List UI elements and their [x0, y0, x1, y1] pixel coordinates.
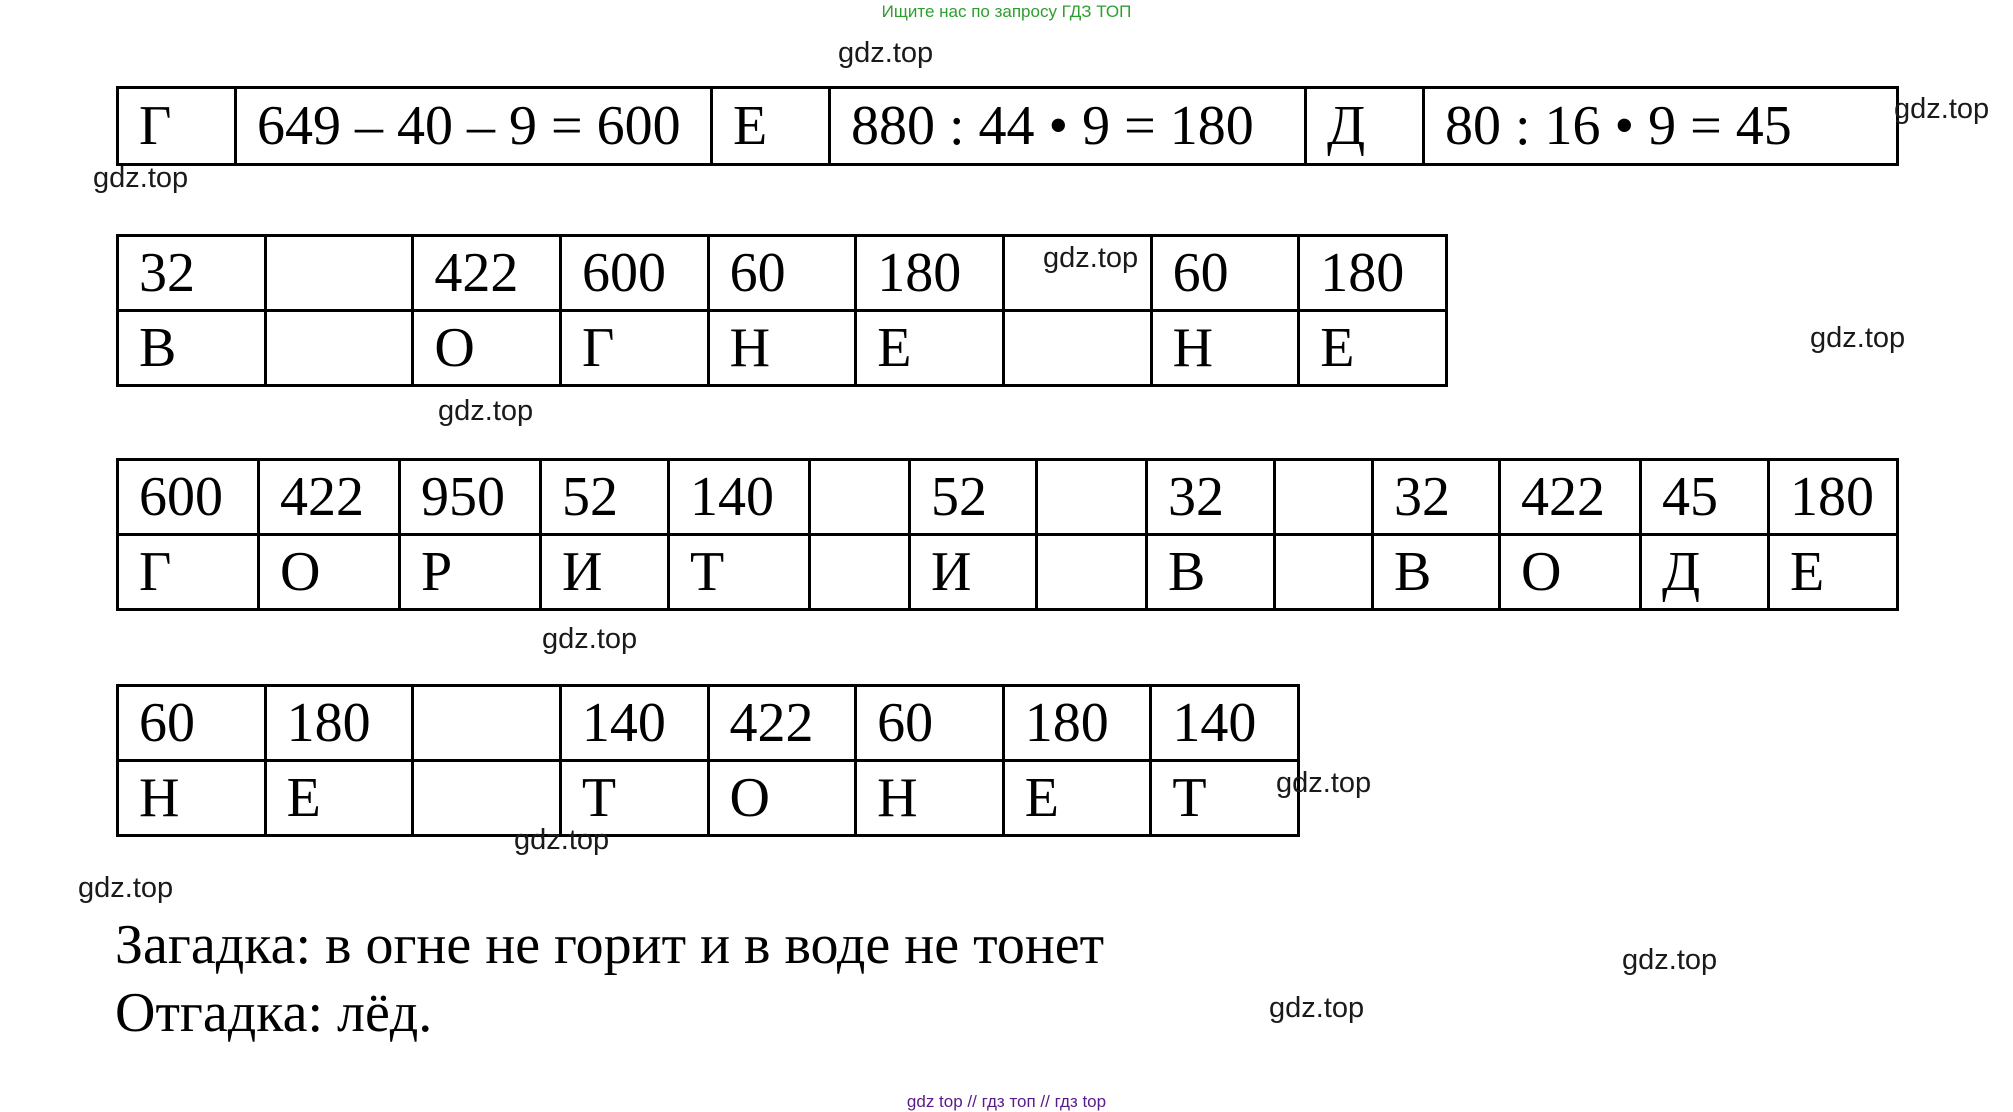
watermark: gdz.top	[1894, 93, 1990, 125]
number-cell: 180	[1769, 460, 1898, 535]
equation-letter: Д	[1306, 88, 1424, 165]
letter-cell: О	[708, 761, 856, 836]
equation-expression: 880 : 44 • 9 = 180	[830, 88, 1306, 165]
letter-cell	[1275, 535, 1373, 610]
number-cell: 600	[118, 460, 259, 535]
number-cell: 180	[1003, 686, 1151, 761]
watermark: gdz.top	[1810, 322, 1906, 354]
number-cell: 60	[856, 686, 1004, 761]
number-cell: 32	[1373, 460, 1500, 535]
letter-cell: Н	[708, 311, 856, 386]
letter-cell: Р	[400, 535, 541, 610]
riddle-question: Загадка: в огне не горит и в воде не тонет	[115, 914, 1105, 976]
number-cell: 180	[265, 686, 413, 761]
watermark: gdz.top	[1269, 992, 1365, 1024]
number-cell: 45	[1641, 460, 1769, 535]
equation-letter: Е	[712, 88, 830, 165]
letter-cell: В	[1147, 535, 1275, 610]
watermark: gdz.top	[78, 872, 174, 904]
letter-row	[118, 535, 1898, 610]
number-cell: 422	[259, 460, 400, 535]
equations-table	[116, 86, 1899, 166]
letter-cell: Т	[669, 535, 810, 610]
number-cell: 60	[1151, 236, 1299, 311]
letter-row	[118, 761, 1299, 836]
footer-links: gdz top // гдз топ // гдз top	[906, 1092, 1107, 1111]
number-cell: 32	[118, 236, 266, 311]
number-cell: 180	[856, 236, 1004, 311]
watermark: gdz.top	[1043, 242, 1139, 274]
number-cell: 422	[413, 236, 561, 311]
letter-cell: Н	[118, 761, 266, 836]
equation-expression: 649 – 40 – 9 = 600	[236, 88, 712, 165]
number-row	[118, 236, 1447, 311]
number-cell: 422	[708, 686, 856, 761]
letter-cell	[1037, 535, 1147, 610]
number-cell: 140	[1151, 686, 1299, 761]
number-cell: 32	[1147, 460, 1275, 535]
number-cell: 180	[1299, 236, 1447, 311]
number-cell: 60	[708, 236, 856, 311]
letter-cell: Г	[118, 535, 259, 610]
riddle-answer: Отгадка: лёд.	[115, 982, 433, 1044]
number-row	[118, 460, 1898, 535]
cipher-table-3	[116, 684, 1300, 837]
number-cell	[1037, 460, 1147, 535]
letter-cell: О	[413, 311, 561, 386]
search-hint-banner: Ищите нас по запросу ГДЗ ТОП	[881, 2, 1132, 21]
letter-cell: Н	[1151, 311, 1299, 386]
watermark: gdz.top	[438, 395, 534, 427]
watermark: gdz.top	[838, 37, 934, 69]
letter-cell	[810, 535, 910, 610]
watermark: gdz.top	[514, 824, 610, 856]
letter-cell: О	[1500, 535, 1641, 610]
cipher-table-2	[116, 458, 1899, 611]
watermark: gdz.top	[1622, 944, 1718, 976]
number-cell	[1275, 460, 1373, 535]
number-cell: 600	[560, 236, 708, 311]
letter-cell	[1003, 311, 1151, 386]
number-cell: 60	[118, 686, 266, 761]
cipher-table-1	[116, 234, 1448, 387]
letter-cell: О	[259, 535, 400, 610]
equation-letter: Г	[118, 88, 236, 165]
letter-cell: В	[1373, 535, 1500, 610]
letter-cell: Г	[560, 311, 708, 386]
letter-cell: Д	[1641, 535, 1769, 610]
number-row	[118, 686, 1299, 761]
letter-cell: И	[910, 535, 1037, 610]
letter-cell: И	[541, 535, 669, 610]
watermark: gdz.top	[542, 623, 638, 655]
number-cell	[413, 686, 561, 761]
letter-row	[118, 311, 1447, 386]
letter-cell: Е	[856, 311, 1004, 386]
letter-cell: Н	[856, 761, 1004, 836]
number-cell: 52	[910, 460, 1037, 535]
number-cell: 950	[400, 460, 541, 535]
letter-cell: Е	[265, 761, 413, 836]
number-cell: 422	[1500, 460, 1641, 535]
letter-cell: Е	[1769, 535, 1898, 610]
letter-cell	[265, 311, 413, 386]
equation-expression: 80 : 16 • 9 = 45	[1424, 88, 1898, 165]
number-cell: 52	[541, 460, 669, 535]
letter-cell: Т	[560, 761, 708, 836]
letter-cell: Е	[1299, 311, 1447, 386]
letter-cell: В	[118, 311, 266, 386]
letter-cell: Т	[1151, 761, 1299, 836]
letter-cell: Е	[1003, 761, 1151, 836]
number-cell: 140	[669, 460, 810, 535]
number-cell	[810, 460, 910, 535]
number-cell: 140	[560, 686, 708, 761]
watermark: gdz.top	[1276, 767, 1372, 799]
number-cell	[265, 236, 413, 311]
equations-row	[118, 88, 1898, 165]
watermark: gdz.top	[93, 162, 189, 194]
